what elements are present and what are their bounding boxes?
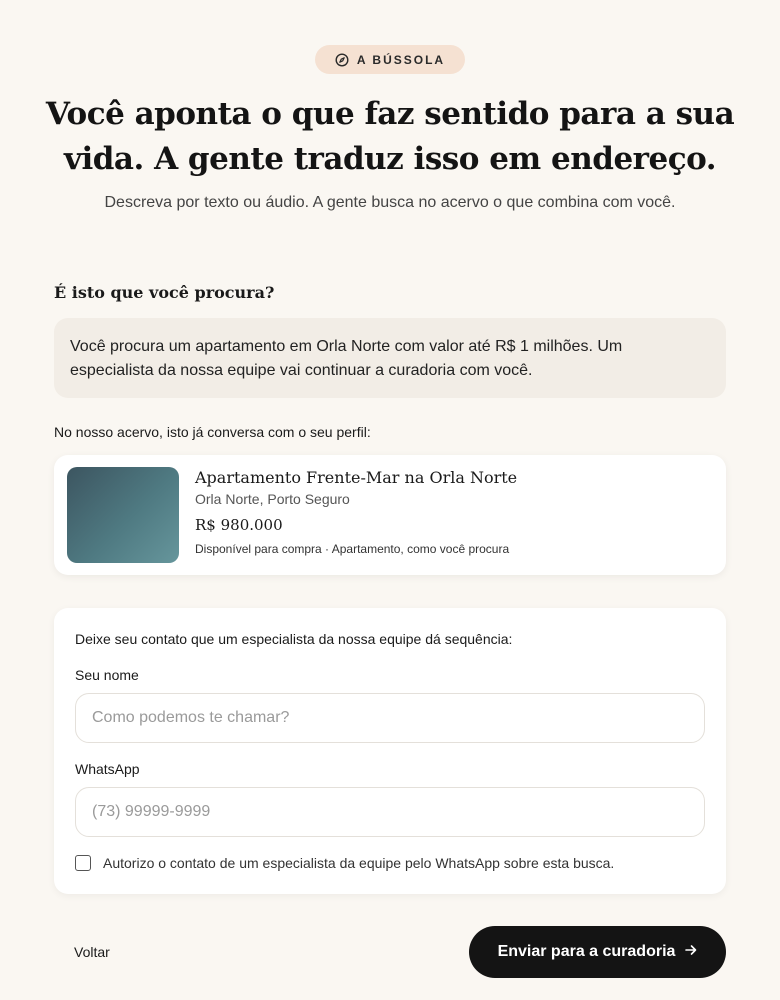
page-subtitle: Descreva por texto ou áudio. A gente busca no acervo o que combina com você.	[104, 194, 676, 211]
page-title	[40, 92, 740, 182]
consent-row[interactable]	[75, 855, 614, 871]
listing-thumbnail	[67, 467, 179, 563]
name-input[interactable]	[75, 693, 705, 743]
page-title-line-1: Você aponta o que faz sentido para a sua	[45, 96, 735, 132]
matches-label: No nosso acervo, isto já conversa com o seu perfil:	[54, 424, 371, 440]
listing-price: R$ 980.000	[195, 516, 283, 534]
search-summary	[54, 318, 726, 398]
back-link[interactable]: Voltar	[74, 944, 110, 960]
page-title-line-2: vida. A gente traduz isso em endereço.	[63, 141, 717, 177]
name-label: Seu nome	[75, 667, 139, 683]
search-summary-text: Você procura um apartamento em Orla Norte com valor até R$ 1 milhões. Um especialista da nossa equipe vai continuar a curadoria com você.	[70, 338, 623, 379]
form-intro: Deixe seu contato que um especialista da nossa equipe dá sequência:	[75, 631, 513, 647]
listing-card[interactable]	[54, 455, 726, 575]
listing-title: Apartamento Frente-Mar na Orla Norte	[195, 468, 518, 487]
compass-icon	[335, 53, 349, 67]
contact-form	[54, 608, 726, 894]
listing-meta: Disponível para compra · Apartamento, como você procura	[195, 542, 510, 556]
arrow-right-icon	[685, 943, 697, 961]
confirmation-heading: É isto que você procura?	[54, 283, 275, 302]
whatsapp-input[interactable]	[75, 787, 705, 837]
consent-checkbox[interactable]	[75, 855, 91, 871]
badge-label: A BÚSSOLA	[356, 52, 446, 67]
section-badge	[315, 45, 465, 74]
submit-label: Enviar para a curadoria	[497, 943, 676, 960]
submit-button[interactable]	[469, 926, 726, 978]
listing-location: Orla Norte, Porto Seguro	[195, 491, 350, 507]
consent-text: Autorizo o contato de um especialista da equipe pelo WhatsApp sobre esta busca.	[103, 855, 615, 871]
whatsapp-label: WhatsApp	[75, 761, 140, 777]
